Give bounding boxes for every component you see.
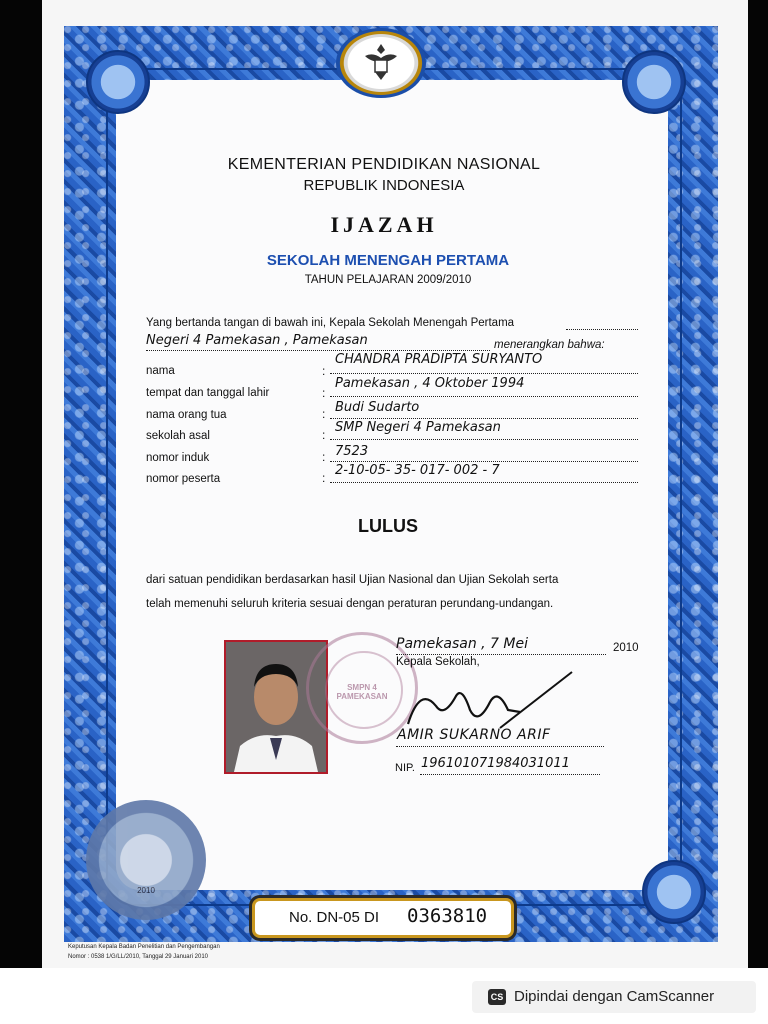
school-name-handwritten: Negeri 4 Pamekasan , Pamekasan bbox=[146, 333, 368, 348]
stamp-text: SMPN 4 PAMEKASAN bbox=[336, 683, 388, 701]
dotted-line bbox=[396, 654, 606, 655]
garuda-emblem-icon bbox=[336, 28, 426, 98]
field-colon: : bbox=[322, 471, 326, 485]
footnote-line-1: Keputusan Kepala Badan Penelitian dan Pengembangan bbox=[68, 944, 220, 950]
dotted-line bbox=[330, 439, 638, 440]
nip-label: NIP. bbox=[395, 762, 415, 774]
corner-ornament-top-right bbox=[622, 50, 686, 114]
garuda-icon bbox=[363, 42, 399, 82]
field-label-parent: nama orang tua bbox=[146, 409, 227, 421]
signing-place-date: Pamekasan , 7 Mei bbox=[396, 636, 528, 652]
dotted-line bbox=[396, 746, 604, 747]
dotted-line bbox=[330, 482, 638, 483]
field-label-student-number: nomor induk bbox=[146, 452, 210, 464]
field-label-birth: tempat dan tanggal lahir bbox=[146, 387, 270, 399]
dotted-line bbox=[330, 373, 638, 374]
dotted-line bbox=[566, 329, 638, 330]
corner-ornament-bottom-right bbox=[642, 860, 706, 924]
nip-number: 196101071984031011 bbox=[421, 756, 570, 771]
field-value-nama: CHANDRA PRADIPTA SURYANTO bbox=[335, 352, 543, 367]
scan-edge-right bbox=[748, 0, 768, 968]
corner-ornament-top-left bbox=[86, 50, 150, 114]
camscanner-text: Dipindai dengan CamScanner bbox=[514, 988, 715, 1005]
statement-line-1: dari satuan pendidikan berdasarkan hasil Ujian Nasional dan Ujian Sekolah serta bbox=[146, 574, 559, 586]
dotted-line bbox=[146, 350, 490, 351]
scan-edge-left bbox=[0, 0, 42, 968]
ministry-heading: KEMENTERIAN PENDIDIKAN NASIONAL bbox=[227, 156, 541, 173]
hologram-year: 2010 bbox=[137, 886, 155, 895]
dotted-line bbox=[330, 396, 638, 397]
field-value-origin-school: SMP Negeri 4 Pamekasan bbox=[335, 420, 501, 435]
field-colon: : bbox=[322, 364, 326, 378]
academic-year: TAHUN PELAJARAN 2009/2010 bbox=[304, 274, 472, 286]
field-label-origin-school: sekolah asal bbox=[146, 430, 210, 442]
serial-number: 0363810 bbox=[407, 905, 488, 927]
camscanner-badge bbox=[472, 981, 756, 1013]
serial-prefix: No. DN-05 DI bbox=[289, 909, 380, 926]
intro-line: Yang bertanda tangan di bawah ini, Kepala Sekolah Menengah Pertama bbox=[146, 317, 515, 329]
field-value-birth: Pamekasan , 4 Oktober 1994 bbox=[335, 376, 525, 391]
field-label-nama: nama bbox=[146, 365, 175, 377]
statement-line-2: telah memenuhi seluruh kriteria sesuai dengan peraturan perundang-undangan. bbox=[146, 598, 554, 610]
signer-name: AMIR SUKARNO ARIF bbox=[397, 727, 551, 743]
camscanner-icon: CS bbox=[488, 989, 506, 1005]
field-colon: : bbox=[322, 450, 326, 464]
dotted-line bbox=[330, 418, 638, 419]
intro-suffix: menerangkan bahwa: bbox=[494, 339, 605, 351]
field-value-parent: Budi Sudarto bbox=[335, 400, 420, 415]
republic-heading: REPUBLIK INDONESIA bbox=[303, 177, 465, 194]
serial-number-box bbox=[252, 898, 514, 938]
result-status: LULUS bbox=[358, 516, 418, 536]
field-value-participant-number: 2-10-05- 35- 017- 002 - 7 bbox=[335, 463, 500, 478]
hologram-seal bbox=[86, 800, 206, 920]
dotted-line bbox=[420, 774, 600, 775]
field-colon: : bbox=[322, 407, 326, 421]
signer-role: Kepala Sekolah, bbox=[396, 656, 480, 668]
field-colon: : bbox=[322, 428, 326, 442]
field-label-participant-number: nomor peserta bbox=[146, 473, 221, 485]
signing-year: 2010 bbox=[613, 642, 639, 654]
certificate-paper bbox=[116, 80, 668, 890]
footnote-line-2: Nomor : 0538 1/G/LL/2010, Tanggal 29 Januari 2010 bbox=[68, 954, 208, 960]
field-value-student-number: 7523 bbox=[335, 444, 369, 459]
document-title: IJAZAH bbox=[330, 212, 438, 237]
field-colon: : bbox=[322, 386, 326, 400]
dotted-line bbox=[330, 461, 638, 462]
school-level-heading: SEKOLAH MENENGAH PERTAMA bbox=[266, 252, 510, 269]
